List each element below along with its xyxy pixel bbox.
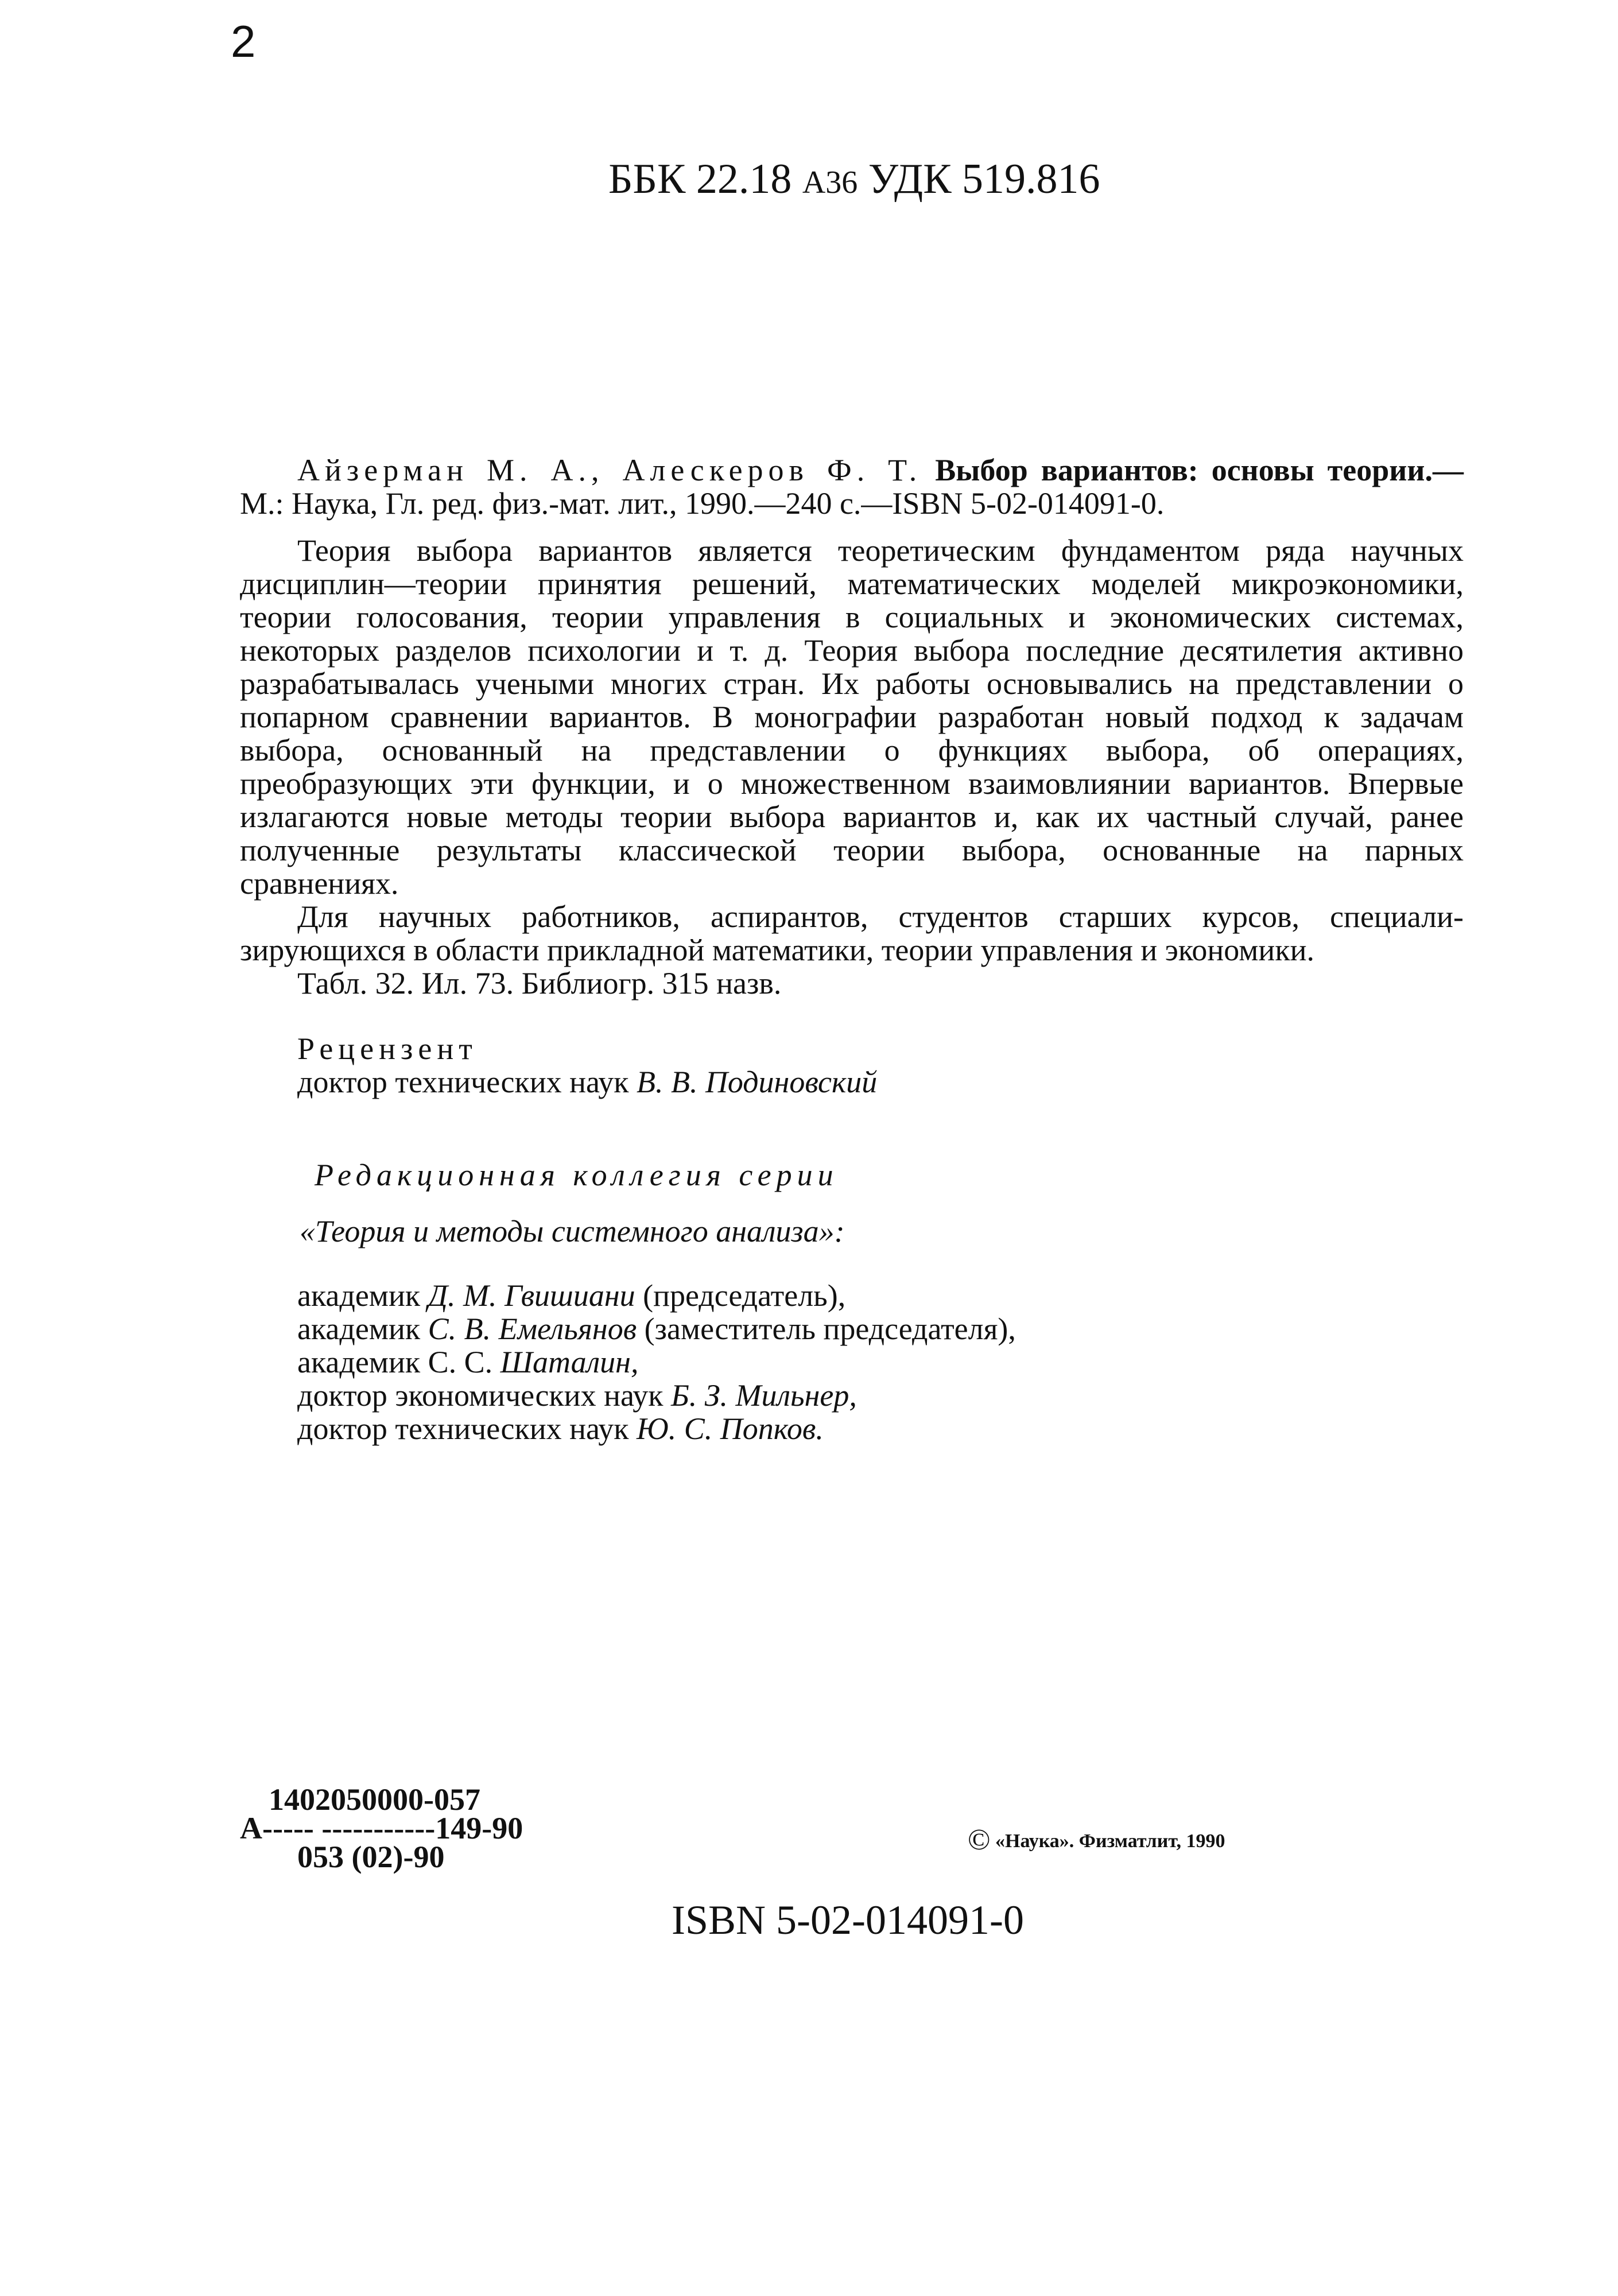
abstract-line: некоторых разделов психологии и т. д. Теория выбора последние десятилетия активно	[240, 633, 1464, 668]
reviewer-role: доктор технических наук	[297, 1065, 629, 1099]
member-name: Б. З. Мильнер,	[670, 1378, 857, 1413]
isbn: ISBN 5-02-014091-0	[672, 1897, 1024, 1943]
member-role: академик С. С.	[297, 1345, 493, 1379]
copyright-notice	[968, 1823, 1225, 1857]
copyright-symbol: ©	[968, 1824, 991, 1856]
audience-line: Для научных работников, аспирантов, студентов старших курсов, специали-	[297, 899, 1464, 934]
abstract-line: теории голосования, теории управления в социальных и экономических системах,	[240, 600, 1464, 634]
abstract-line: Теория выбора вариантов является теоретическим фундаментом ряда научных	[297, 533, 1464, 568]
board-member	[297, 1279, 1016, 1312]
member-note: (заместитель председателя),	[644, 1312, 1016, 1346]
reviewer-heading: Рецензент	[297, 1031, 478, 1066]
abstract-line: выбора, основанный на представлении о функциях выбора, об операциях,	[240, 733, 1464, 767]
member-role: доктор экономических наук	[297, 1378, 664, 1413]
member-name: Д. М. Гвишиани	[428, 1278, 635, 1313]
board-member	[297, 1345, 1016, 1379]
citation-authors: Айзерман М. А., Алескеров Ф. Т.	[297, 453, 922, 487]
citation-line-1	[240, 453, 1464, 487]
member-name: Ю. С. Попков.	[636, 1411, 824, 1446]
abstract	[240, 534, 1464, 1000]
citation	[240, 453, 1464, 520]
board-member	[297, 1312, 1016, 1345]
classification-line	[608, 150, 1100, 211]
codes-denominator: 053 (02)-90	[297, 1840, 445, 1874]
board-member	[297, 1379, 1016, 1412]
publication-codes	[240, 1782, 523, 1874]
abstract-line: разрабатывалась учеными многих стран. Их работы основывались на представлении о	[240, 666, 1464, 701]
reviewer-name: В. В. Подиновский	[636, 1065, 878, 1099]
member-name: Шаталин,	[500, 1345, 639, 1379]
member-note: (председатель),	[643, 1278, 846, 1313]
member-role: доктор технических наук	[297, 1411, 629, 1446]
abstract-line: попарном сравнении вариантов. В монографии разработан новый подход к задачам	[240, 700, 1464, 734]
member-name: С. В. Емельянов	[428, 1312, 637, 1346]
codes-numerator: 1402050000-057	[269, 1782, 480, 1817]
abstract-line: дисциплин—теории принятия решений, математических моделей микроэкономики,	[240, 567, 1464, 601]
citation-title: Выбор вариантов: основы теории.—	[935, 453, 1464, 487]
copyright-text: «Наука». Физматлит, 1990	[995, 1830, 1225, 1852]
abstract-line: сравнениях.	[240, 866, 399, 901]
abstract-line: полученные результаты классической теории выбора, основанные на парных	[240, 833, 1464, 867]
abstract-line: излагаются новые методы теории выбора вариантов и, как их частный случай, ранее	[240, 800, 1464, 834]
abstract-line: преобразующих эти функции, и о множественном взаимовлиянии вариантов. Впервые	[240, 766, 1464, 801]
board-member	[297, 1412, 1016, 1445]
page-number: 2	[231, 16, 256, 67]
editorial-board-members	[297, 1279, 1016, 1445]
series-title: «Теория и методы системного анализа»:	[300, 1214, 845, 1248]
reviewer-line	[297, 1065, 877, 1099]
editorial-board-heading: Редакционная коллегия серии	[315, 1158, 839, 1192]
author-mark: А36	[802, 165, 858, 200]
member-role: академик	[297, 1312, 421, 1346]
member-role: академик	[297, 1278, 421, 1313]
codes-fraction-line: А----- -----------149-90	[240, 1811, 523, 1845]
bbk-code: ББК 22.18	[608, 156, 792, 203]
citation-imprint: М.: Наука, Гл. ред. физ.-мат. лит., 1990.—240 с.—ISBN 5-02-014091-0.	[240, 486, 1165, 521]
editorial-board-heading-block	[300, 1158, 845, 1248]
audience-line: зирующихся в области прикладной математики, теории управления и экономики.	[240, 933, 1314, 967]
udk-code: УДК 519.816	[868, 156, 1100, 203]
reviewer-block	[297, 1032, 877, 1099]
stats-line: Табл. 32. Ил. 73. Библиогр. 315 назв.	[297, 966, 782, 1000]
